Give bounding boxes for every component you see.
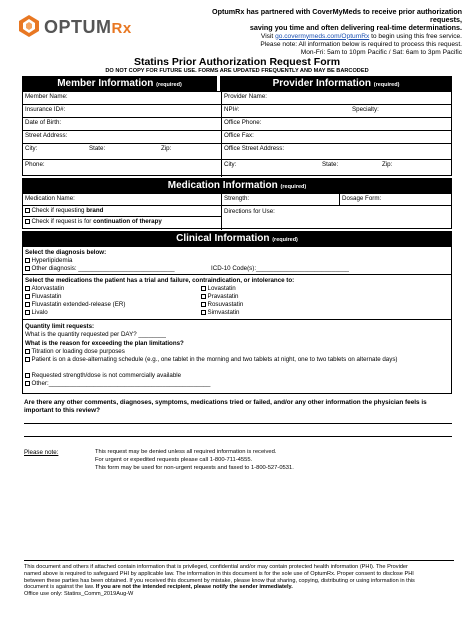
fluvastatin-checkbox[interactable]: [25, 294, 30, 299]
dosage-form-field[interactable]: Dosage Form:: [340, 194, 452, 206]
simvastatin-checkbox[interactable]: [201, 310, 206, 315]
provider-zip-field[interactable]: Zip:: [382, 161, 393, 168]
continuation-checkbox-row[interactable]: Check if request is for continuation of therapy: [23, 217, 221, 229]
med-right-3[interactable]: Rosuvastatin: [201, 301, 243, 309]
diag-hyperlipidemia[interactable]: Hyperlipidemia: [25, 257, 72, 265]
office-fax-field[interactable]: Office Fax:: [222, 131, 452, 144]
form-title: Statins Prior Authorization Request Form: [133, 56, 341, 68]
strength-unavailable-checkbox[interactable]: [25, 373, 30, 378]
provider-name-field[interactable]: Provider Name:: [222, 92, 452, 105]
member-street-field[interactable]: Street Address:: [23, 131, 221, 144]
please-note-label: Please note:: [24, 449, 59, 456]
comments-line-2[interactable]: [24, 436, 452, 437]
clinical-info-header: Clinical Information (required): [22, 231, 452, 246]
header-line-5: Mon-Fri: 5am to 10pm Pacific / Sat: 6am to 3pm Pacific: [300, 49, 462, 57]
office-phone-field[interactable]: Office Phone:: [222, 118, 452, 131]
clinical-grid: [22, 246, 452, 394]
other-reason-checkbox[interactable]: [25, 381, 30, 386]
fluvastatin-er-checkbox[interactable]: [25, 302, 30, 307]
member-phone-field[interactable]: Phone:: [25, 161, 45, 168]
brand-logo: OPTUMRx: [44, 17, 132, 37]
continuation-checkbox[interactable]: [25, 219, 30, 224]
titration-checkbox[interactable]: [25, 349, 30, 354]
med-right-4[interactable]: Simvastatin: [201, 309, 239, 317]
header-line-1: OptumRx has partnered with CoverMyMeds to receive prior authorization requests,: [211, 7, 462, 25]
med-left-2[interactable]: Fluvastatin: [25, 293, 61, 301]
covermymeds-link[interactable]: go.covermymeds.com/OptumRx: [275, 32, 370, 40]
npi-field[interactable]: NPI#:: [224, 106, 240, 113]
reason-4[interactable]: Other:_______________________________________________: [25, 380, 210, 388]
member-info-header: Member Information (required): [22, 76, 217, 91]
strength-field[interactable]: Strength:: [222, 194, 339, 206]
directions-field[interactable]: Directions for Use:: [224, 208, 275, 215]
med-right-1[interactable]: Lovastatin: [201, 285, 236, 293]
icd10-field[interactable]: ICD-10 Code(s):___________________________: [211, 265, 349, 272]
med-left-1[interactable]: Atorvastatin: [25, 285, 64, 293]
atorvastatin-checkbox[interactable]: [25, 286, 30, 291]
livalo-checkbox[interactable]: [25, 310, 30, 315]
footer-divider: [24, 560, 454, 561]
member-name-field[interactable]: Member Name:: [23, 92, 221, 105]
header-line-2: saving you time and often delivering real-time determinations.: [249, 23, 462, 33]
header-line-3: Visit go.covermymeds.com/OptumRx to begin using this free service.: [260, 32, 462, 40]
reason-1[interactable]: Titration or loading dose purposes: [25, 348, 125, 356]
provider-city-row: [222, 160, 452, 176]
ql-quantity-field[interactable]: What is the quantity requested per DAY? ________: [25, 331, 166, 338]
med-left-4[interactable]: Livalo: [25, 309, 48, 317]
please-note-3: This form may be used for non-urgent requests and faxed to 1-800-527-0531.: [95, 465, 294, 471]
other-diagnosis-checkbox[interactable]: [25, 266, 30, 271]
diagnosis-label: Select the diagnosis below:: [25, 249, 107, 256]
pravastatin-checkbox[interactable]: [201, 294, 206, 299]
specialty-field[interactable]: Specialty:: [352, 106, 379, 113]
medication-name-field[interactable]: Medication Name:: [23, 194, 221, 206]
member-zip-field[interactable]: Zip:: [161, 145, 172, 152]
diag-other[interactable]: Other diagnosis: ____________________________: [25, 265, 175, 273]
form-subtitle: DO NOT COPY FOR FUTURE USE. FORMS ARE UPDATED FREQUENTLY AND MAY BE BARCODED: [105, 68, 369, 74]
med-right-2[interactable]: Pravastatin: [201, 293, 238, 301]
dob-field[interactable]: Date of Birth:: [23, 118, 221, 131]
office-street-field[interactable]: Office Street Address:: [222, 144, 452, 160]
npi-row: [222, 105, 452, 118]
comments-line-1[interactable]: [24, 423, 452, 424]
ql-label: Quantity limit requests:: [25, 323, 95, 330]
medication-grid: [22, 193, 452, 229]
header-note: [192, 8, 462, 57]
please-note-2: For urgent or expedited requests please call 1-800-711-4555.: [95, 457, 253, 463]
please-note-1: This request may be denied unless all required information is received.: [95, 449, 277, 455]
disclaimer: This document and others if attached contain information that is privileged, confidential and/or may contain protected health information (PHI). The Provider named above is required to safeguard PHI by applicable law. The information in this document is for the sole use of OptumRx. Proper consent to disclose PHI between these parties has been obtained. If you received this document by mistake, please know that sharing, copying, distributing or using information in this document is against the law. If you are not the intended recipient, please notify the sender immediately. Office use only: Statins_Comm_2019Aug-W: [24, 564, 454, 598]
reason-3[interactable]: Requested strength/dose is not commercially available: [25, 372, 181, 380]
medication-info-header: Medication Information (required): [22, 178, 452, 193]
rosuvastatin-checkbox[interactable]: [201, 302, 206, 307]
member-state-field[interactable]: State:: [89, 145, 106, 152]
lovastatin-checkbox[interactable]: [201, 286, 206, 291]
optumrx-logo-icon: [18, 14, 40, 38]
dose-alternating-checkbox[interactable]: [25, 357, 30, 362]
provider-state-field[interactable]: State:: [322, 161, 339, 168]
member-provider-grid: [22, 91, 452, 176]
med-left-3[interactable]: Fluvastatin extended-release (ER): [25, 301, 125, 309]
header-line-4: Please note: All information below is required to process this request.: [260, 40, 462, 48]
provider-info-header: Provider Information (required): [220, 76, 452, 91]
insurance-id-field[interactable]: Insurance ID#:: [23, 105, 221, 118]
brand-checkbox[interactable]: [25, 208, 30, 213]
med-trial-label: Select the medications the patient has a trial and failure, contraindication, or intolerance to:: [25, 277, 295, 284]
hyperlipidemia-checkbox[interactable]: [25, 258, 30, 263]
office-use-code: Office use only: Statins_Comm_2019Aug-W: [24, 591, 134, 598]
comments-question: Are there any other comments, diagnoses, symptoms, medications tried or failed, and/or any other information the physician feels is important to this review?: [24, 399, 427, 414]
member-city-row: [23, 144, 221, 160]
brand-checkbox-row[interactable]: Check if requesting brand: [23, 206, 221, 217]
member-city-field[interactable]: City:: [25, 145, 38, 152]
provider-city-field[interactable]: City:: [224, 161, 237, 168]
reason-label: What is the reason for exceeding the plan limitations?: [25, 340, 184, 347]
reason-2[interactable]: Patient is on a dose-alternating schedule (e.g., one tablet in the morning and two tablets at night, one to two tablets on alternate days): [25, 356, 445, 364]
